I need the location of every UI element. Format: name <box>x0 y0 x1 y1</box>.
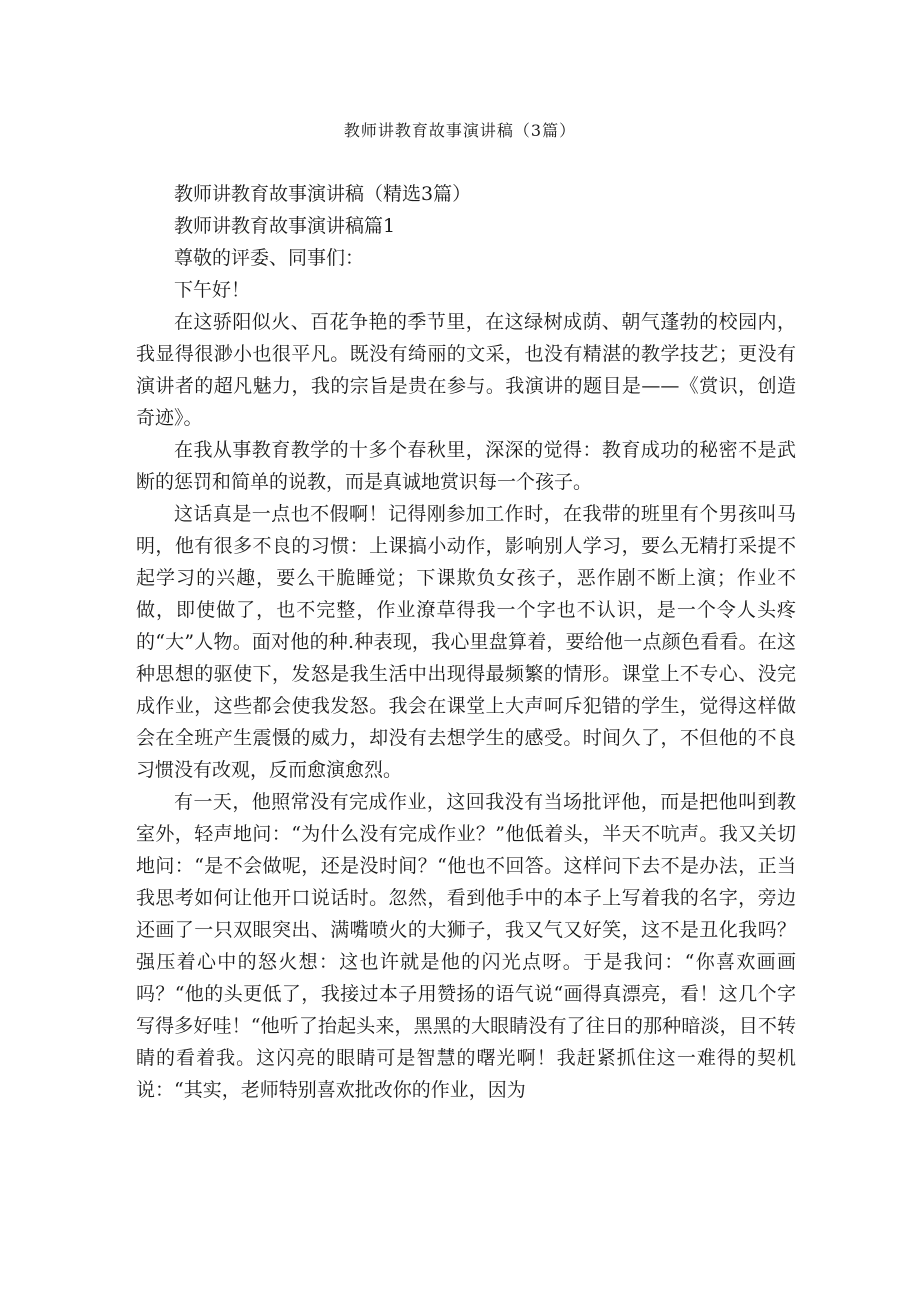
greeting: 下午好！ <box>174 279 251 301</box>
salutation: 尊敬的评委、同事们： <box>174 247 365 269</box>
document-title: 教师讲教育故事演讲稿（3篇） <box>343 121 577 140</box>
section-heading: 教师讲教育故事演讲稿篇1 <box>174 215 396 237</box>
body-paragraph: 在这骄阳似火、百花争艳的季节里，在这绿树成荫、朝气蓬勃的校园内，我显得很渺小也很平凡。既没有绮丽的文采，也没有精湛的教学技艺；更没有演讲者的超凡魅力，我的宗旨是贵在参与。我演讲的题目是——《赏识，创造奇迹》。 <box>136 311 796 429</box>
subtitle-paragraph: 教师讲教育故事演讲稿（精选3篇） <box>174 183 472 205</box>
body-paragraph: 这话真是一点也不假啊！记得刚参加工作时，在我带的班里有个男孩叫马明，他有很多不良的习惯：上课搞小动作，影响别人学习，要么无精打采提不起学习的兴趣，要么干脆睡觉；下课欺负女孩子，恶作剧不断上演；作业不做，即使做了，也不完整，作业潦草得我一个字也不认识，是一个令人头疼的“大”人物。面对他的种.种表现，我心里盘算着，要给他一点颜色看看。在这种思想的驱使下，发怒是我生活中出现得最频繁的情形。课堂上不专心、没完成作业，这些都会使我发怒。我会在课堂上大声呵斥犯错的学生，觉得这样做会在全班产生震慑的威力，却没有去想学生的感受。时间久了，不但他的不良习惯没有改观，反而愈演愈烈。 <box>136 503 796 781</box>
body-paragraph: 在我从事教育教学的十多个春秋里，深深的觉得：教育成功的秘密不是武断的惩罚和简单的说教，而是真诚地赏识每一个孩子。 <box>136 439 796 493</box>
body-paragraph: 有一天，他照常没有完成作业，这回我没有当场批评他，而是把他叫到教室外，轻声地问：“为什么没有完成作业？”他低着头，半天不吭声。我又关切地问：“是不会做呢，还是没时间？“他也不回答。这样问下去不是办法，正当我思考如何让他开口说话时。忽然，看到他手中的本子上写着我的名字，旁边还画了一只双眼突出、满嘴喷火的大狮子，我又气又好笑，这不是丑化我吗？强压着心中的怒火想：这也许就是他的闪光点呀。于是我问：“你喜欢画画吗？“他的头更低了，我接过本子用赞扬的语气说“画得真漂亮，看！这几个字写得多好哇！“他听了抬起头来，黑黑的大眼睛没有了往日的那种暗淡，目不转睛的看着我。这闪亮的眼睛可是智慧的曙光啊！我赶紧抓住这一难得的契机说：“其实，老师特别喜欢批改你的作业，因为 <box>136 791 796 1101</box>
document-body <box>136 178 796 1106</box>
